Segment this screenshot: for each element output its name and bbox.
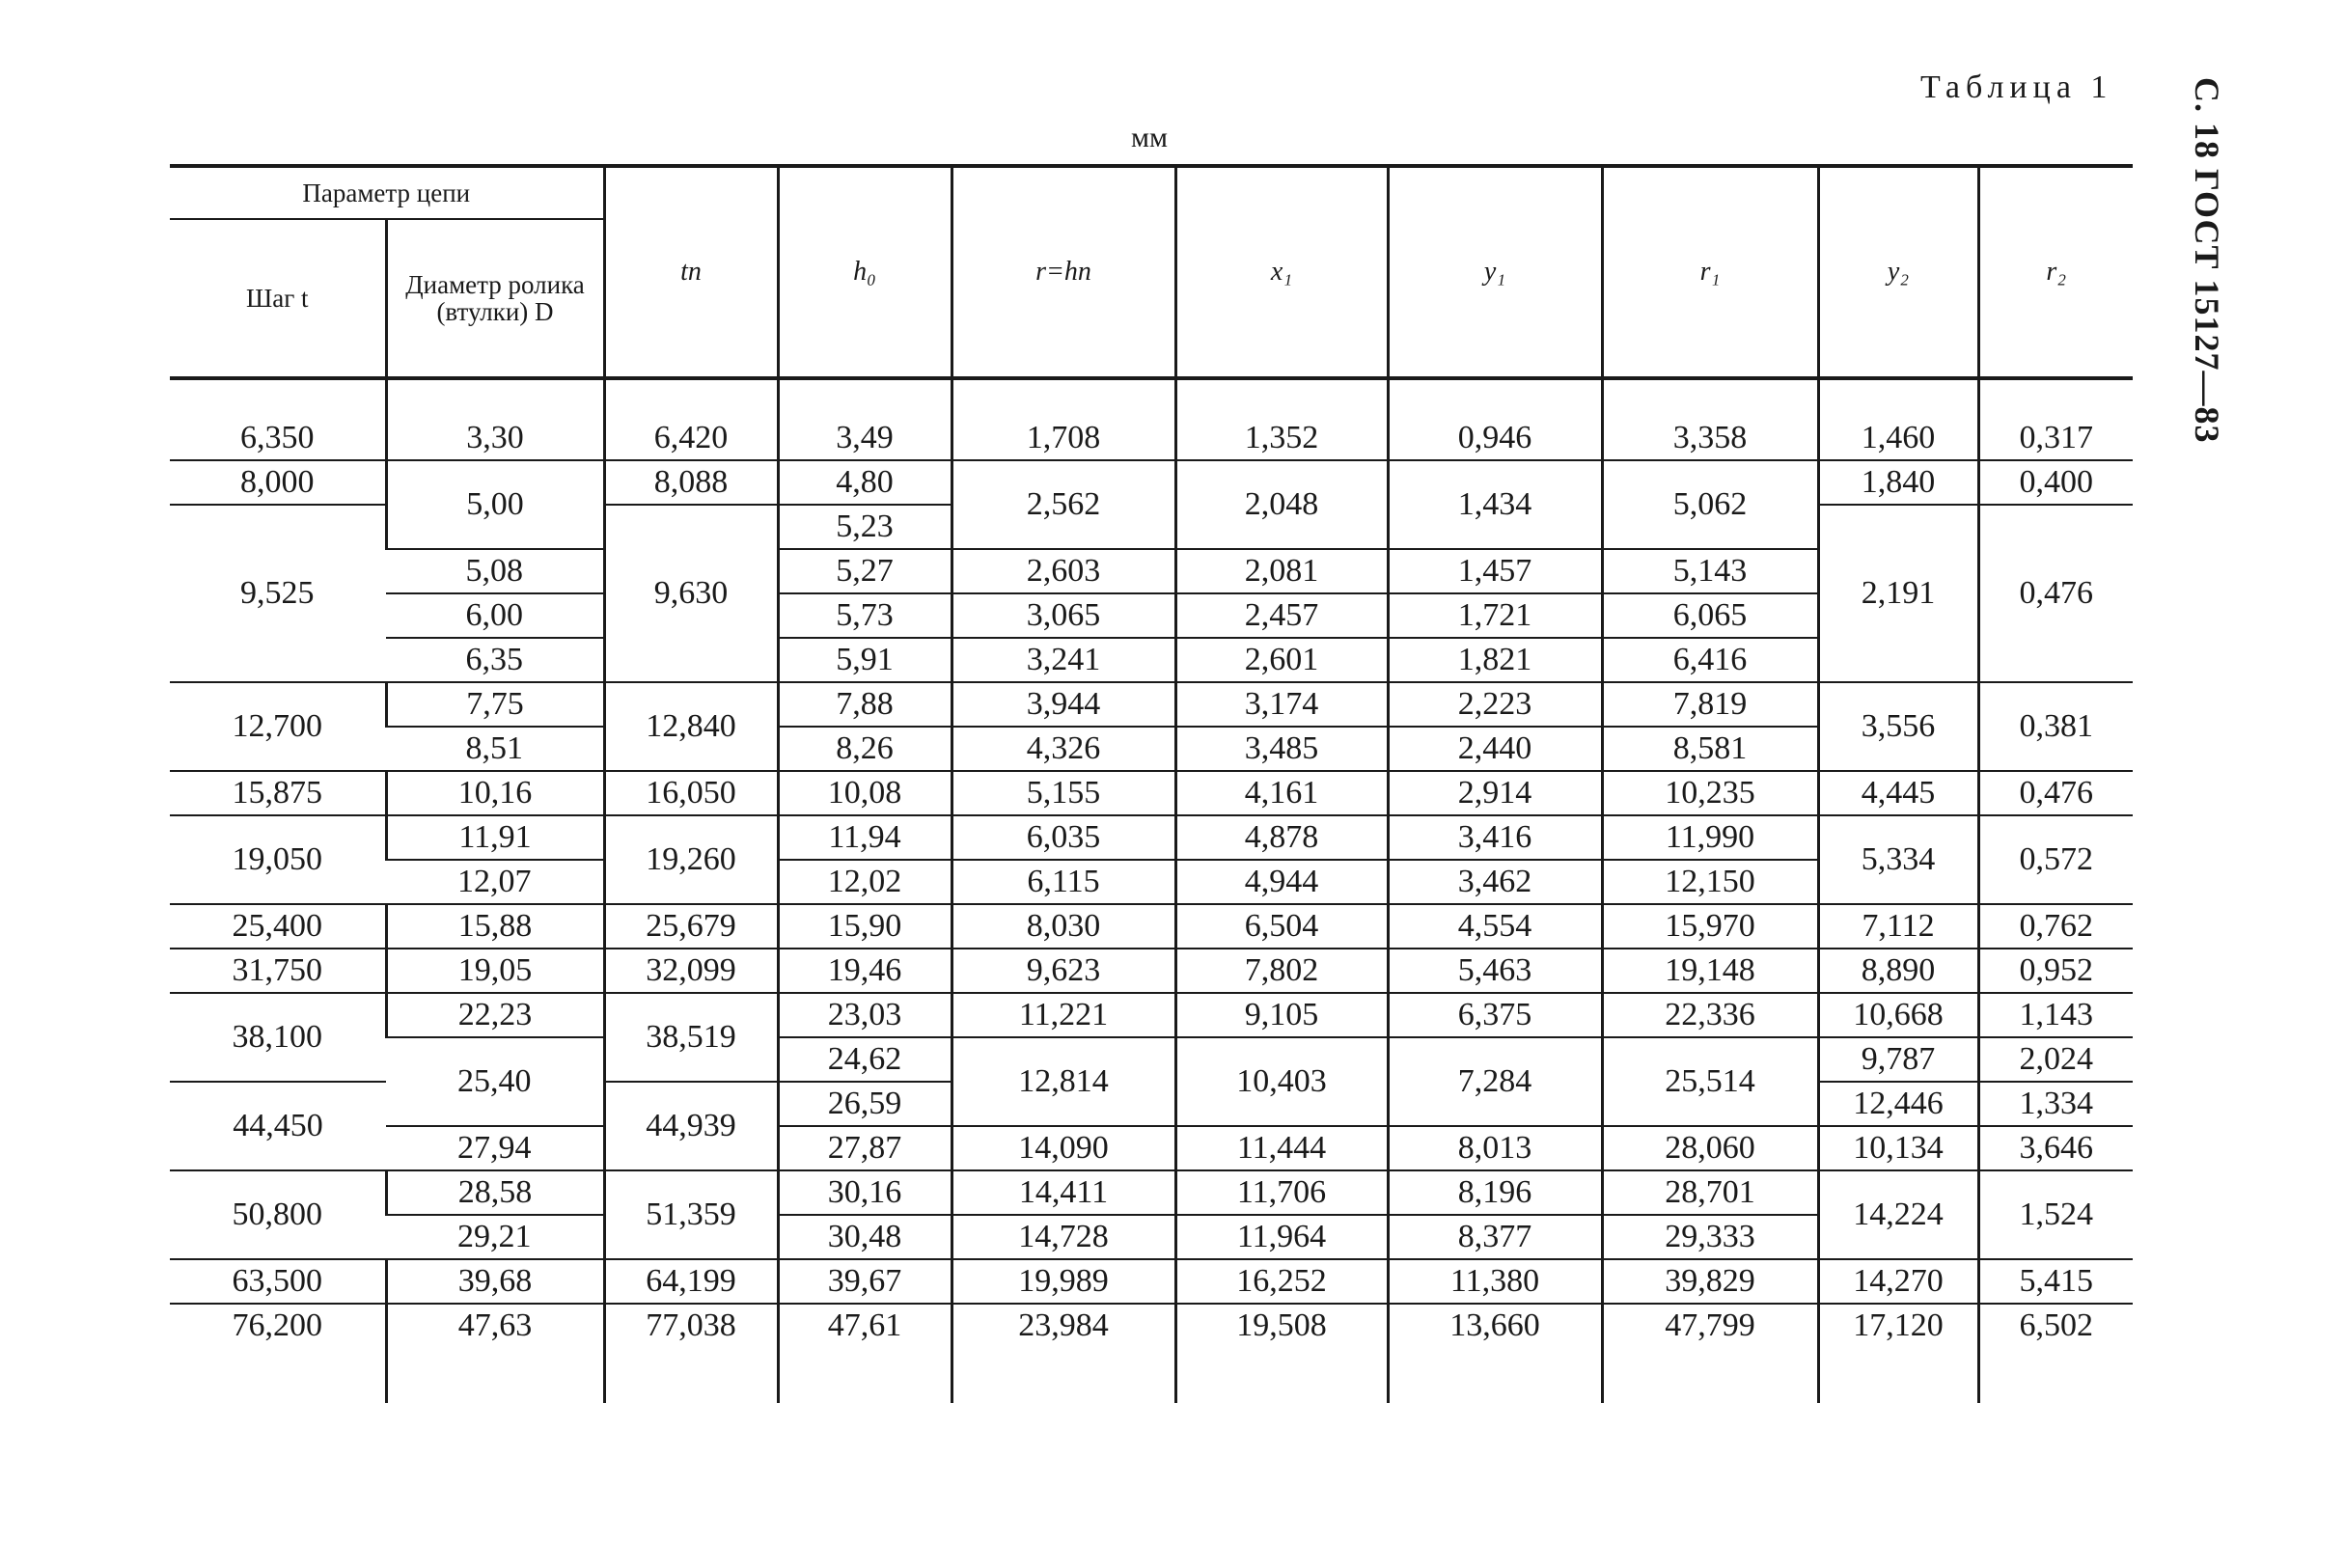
x1-cell: 4,161 [1175,771,1388,815]
r-cell: 5,155 [952,771,1175,815]
x1-cell: 19,508 [1175,1304,1388,1347]
diameter-cell: 6,00 [386,593,604,638]
h0-cell: 5,23 [778,505,952,549]
r1-cell: 15,970 [1602,904,1818,949]
x1-cell: 9,105 [1175,993,1388,1037]
r1-cell: 22,336 [1602,993,1818,1037]
x1-cell: 1,352 [1175,417,1388,460]
r1-cell: 6,416 [1602,638,1818,682]
y1-cell: 8,377 [1388,1215,1602,1259]
h0-cell: 12,02 [778,860,952,904]
table-row [170,904,2133,949]
y1-cell: 1,434 [1388,460,1602,549]
spacer-cell [1175,1347,1388,1403]
table-row [170,949,2133,993]
diameter-cell: 8,51 [386,727,604,771]
r2-cell: 0,952 [1978,949,2133,993]
spacer-cell [604,378,778,417]
y1-cell: 1,457 [1388,549,1602,593]
y1-cell: 4,554 [1388,904,1602,949]
diameter-cell: 19,05 [386,949,604,993]
column-header-tn: tn [604,166,778,378]
r-cell: 19,989 [952,1259,1175,1304]
y1-cell: 5,463 [1388,949,1602,993]
h0-cell: 19,46 [778,949,952,993]
x1-cell: 2,601 [1175,638,1388,682]
table-row [170,460,2133,505]
r1-cell: 11,990 [1602,815,1818,860]
h0-cell: 39,67 [778,1259,952,1304]
h0-cell: 5,27 [778,549,952,593]
spacer-cell [604,1347,778,1403]
r-cell: 2,603 [952,549,1175,593]
column-header-y1: y₁ [1388,166,1602,378]
table-row [170,682,2133,727]
h0-cell: 5,91 [778,638,952,682]
spacer-cell [170,1347,386,1403]
table-row [170,1304,2133,1347]
step-cell: 38,100 [170,993,386,1082]
x1-cell: 11,706 [1175,1170,1388,1215]
spacer-cell [952,1347,1175,1403]
diameter-cell: 5,08 [386,549,604,593]
y1-cell: 8,196 [1388,1170,1602,1215]
y1-cell: 0,946 [1388,417,1602,460]
y2-cell: 5,334 [1818,815,1978,904]
tn-cell: 6,420 [604,417,778,460]
h0-cell: 11,94 [778,815,952,860]
h0-cell: 3,49 [778,417,952,460]
table-title: Таблица 1 [1920,69,2113,105]
diameter-cell: 12,07 [386,860,604,904]
unit-label: мм [1131,122,1168,153]
tn-cell: 12,840 [604,682,778,771]
column-header-x1: x₁ [1175,166,1388,378]
x1-cell: 7,802 [1175,949,1388,993]
spacer-cell [1818,1347,1978,1403]
column-header-h0: h₀ [778,166,952,378]
r1-cell: 28,060 [1602,1126,1818,1170]
tn-cell: 51,359 [604,1170,778,1259]
spacer-cell [952,378,1175,417]
y2-cell: 2,191 [1818,505,1978,682]
diameter-cell: 27,94 [386,1126,604,1170]
y2-cell: 8,890 [1818,949,1978,993]
step-cell: 8,000 [170,460,386,505]
r2-cell: 2,024 [1978,1037,2133,1082]
y1-cell: 6,375 [1388,993,1602,1037]
step-cell: 9,525 [170,505,386,682]
spacer-cell [1978,1347,2133,1403]
r-cell: 4,326 [952,727,1175,771]
step-cell: 44,450 [170,1082,386,1170]
spacer-cell [386,378,604,417]
h0-cell: 5,73 [778,593,952,638]
step-cell: 63,500 [170,1259,386,1304]
step-cell: 6,350 [170,417,386,460]
r2-cell: 0,317 [1978,417,2133,460]
table-row [170,1037,2133,1082]
diameter-cell: 3,30 [386,417,604,460]
diameter-cell: 10,16 [386,771,604,815]
h0-cell: 7,88 [778,682,952,727]
y2-cell: 14,224 [1818,1170,1978,1259]
table-row [170,1126,2133,1170]
spacer-cell [386,1347,604,1403]
r1-cell: 12,150 [1602,860,1818,904]
r-cell: 6,115 [952,860,1175,904]
r1-cell: 5,143 [1602,549,1818,593]
y1-cell: 13,660 [1388,1304,1602,1347]
table-row [170,417,2133,460]
y2-cell: 1,840 [1818,460,1978,505]
step-cell: 15,875 [170,771,386,815]
r1-cell: 8,581 [1602,727,1818,771]
r-cell: 3,944 [952,682,1175,727]
r2-cell: 3,646 [1978,1126,2133,1170]
tn-cell: 64,199 [604,1259,778,1304]
y1-cell: 2,440 [1388,727,1602,771]
diameter-cell: 11,91 [386,815,604,860]
r2-cell: 0,572 [1978,815,2133,904]
h0-cell: 27,87 [778,1126,952,1170]
y2-cell: 10,668 [1818,993,1978,1037]
y2-cell: 12,446 [1818,1082,1978,1126]
x1-cell: 11,964 [1175,1215,1388,1259]
y1-cell: 8,013 [1388,1126,1602,1170]
tn-cell: 32,099 [604,949,778,993]
table-row [170,815,2133,860]
step-cell: 31,750 [170,949,386,993]
diameter-cell: 25,40 [386,1037,604,1126]
tn-cell: 8,088 [604,460,778,505]
x1-cell: 3,485 [1175,727,1388,771]
spacer-cell [1175,378,1388,417]
diameter-cell: 7,75 [386,682,604,727]
spacer-cell [1388,378,1602,417]
h0-cell: 30,16 [778,1170,952,1215]
y2-cell: 17,120 [1818,1304,1978,1347]
column-header-diameter: Диаметр ролика (втулки) D [386,219,604,378]
h0-cell: 23,03 [778,993,952,1037]
y1-cell: 3,416 [1388,815,1602,860]
diameter-cell: 47,63 [386,1304,604,1347]
table-row [170,771,2133,815]
r2-cell: 6,502 [1978,1304,2133,1347]
y2-cell: 7,112 [1818,904,1978,949]
tn-cell: 25,679 [604,904,778,949]
r2-cell: 1,524 [1978,1170,2133,1259]
y1-cell: 2,223 [1388,682,1602,727]
r1-cell: 47,799 [1602,1304,1818,1347]
y2-cell: 3,556 [1818,682,1978,771]
spacer-cell [778,378,952,417]
spacer-cell [1818,378,1978,417]
x1-cell: 3,174 [1175,682,1388,727]
y1-cell: 2,914 [1388,771,1602,815]
step-cell: 76,200 [232,1307,322,1343]
r2-cell: 0,381 [1978,682,2133,771]
tn-cell: 77,038 [604,1304,778,1347]
x1-cell: 2,457 [1175,593,1388,638]
h0-cell: 26,59 [778,1082,952,1126]
r1-cell: 7,819 [1602,682,1818,727]
x1-cell: 2,048 [1175,460,1388,549]
r1-cell: 6,065 [1602,593,1818,638]
x1-cell: 16,252 [1175,1259,1388,1304]
h0-cell: 15,90 [778,904,952,949]
diameter-cell: 6,35 [386,638,604,682]
r1-cell: 39,829 [1602,1259,1818,1304]
h0-cell: 4,80 [778,460,952,505]
r2-cell: 1,334 [1978,1082,2133,1126]
column-header-step: Шаг t [170,219,386,378]
r2-cell: 1,143 [1978,993,2133,1037]
x1-cell: 6,504 [1175,904,1388,949]
r1-cell: 10,235 [1602,771,1818,815]
tn-cell: 44,939 [604,1082,778,1170]
diameter-cell: 22,23 [386,993,604,1037]
diameter-cell: 39,68 [386,1259,604,1304]
step-cell: 25,400 [170,904,386,949]
r1-cell: 5,062 [1602,460,1818,549]
x1-cell: 4,944 [1175,860,1388,904]
diameter-cell: 29,21 [386,1215,604,1259]
column-header-y2: y₂ [1818,166,1978,378]
r-cell: 11,221 [952,993,1175,1037]
r1-cell: 28,701 [1602,1170,1818,1215]
spacer-cell [778,1347,952,1403]
step-cell: 19,050 [170,815,386,904]
r1-cell: 29,333 [1602,1215,1818,1259]
x1-cell: 4,878 [1175,815,1388,860]
r-cell: 2,562 [952,460,1175,549]
table-row [170,1259,2133,1304]
x1-cell: 11,444 [1175,1126,1388,1170]
spacer-cell [1602,378,1818,417]
tn-cell: 19,260 [604,815,778,904]
r-cell: 23,984 [952,1304,1175,1347]
r1-cell: 3,358 [1602,417,1818,460]
diameter-cell: 5,00 [386,460,604,549]
step-cell: 12,700 [170,682,386,771]
spacer-cell [1388,1347,1602,1403]
r-cell: 6,035 [952,815,1175,860]
x1-cell: 2,081 [1175,549,1388,593]
y2-cell: 4,445 [1818,771,1978,815]
table-row [170,1170,2133,1215]
y2-cell: 9,787 [1818,1037,1978,1082]
y1-cell: 1,721 [1388,593,1602,638]
h0-cell: 47,61 [778,1304,952,1347]
r2-cell: 0,762 [1978,904,2133,949]
y1-cell: 7,284 [1388,1037,1602,1126]
spacer-cell [1602,1347,1818,1403]
h0-cell: 8,26 [778,727,952,771]
r-cell: 12,814 [952,1037,1175,1126]
h0-cell: 30,48 [778,1215,952,1259]
r2-cell: 0,476 [1978,505,2133,682]
diameter-cell: 28,58 [386,1170,604,1215]
r2-cell: 0,476 [1978,771,2133,815]
r-cell: 3,241 [952,638,1175,682]
spacer-cell [1978,378,2133,417]
spacer-cell [170,378,386,417]
column-header-r1: r₁ [1602,166,1818,378]
y2-cell: 14,270 [1818,1259,1978,1304]
y1-cell: 11,380 [1388,1259,1602,1304]
y2-cell: 10,134 [1818,1126,1978,1170]
r-cell: 3,065 [952,593,1175,638]
r1-cell: 19,148 [1602,949,1818,993]
y1-cell: 3,462 [1388,860,1602,904]
r-cell: 14,728 [952,1215,1175,1259]
r2-cell: 0,400 [1978,460,2133,505]
table-row [170,993,2133,1037]
r-cell: 9,623 [952,949,1175,993]
x1-cell: 10,403 [1175,1037,1388,1126]
y2-cell: 1,460 [1818,417,1978,460]
r-cell: 8,030 [952,904,1175,949]
y1-cell: 1,821 [1388,638,1602,682]
tn-cell: 38,519 [604,993,778,1082]
r2-cell: 5,415 [1978,1259,2133,1304]
r-cell: 1,708 [952,417,1175,460]
r-cell: 14,411 [952,1170,1175,1215]
column-header-r: r=hn [952,166,1175,378]
h0-cell: 10,08 [778,771,952,815]
tn-cell: 16,050 [604,771,778,815]
r1-cell: 25,514 [1602,1037,1818,1126]
column-group-chain-parameter: Параметр цепи [170,166,604,219]
tn-cell: 9,630 [604,505,778,682]
chain-parameters-table [170,164,2133,1403]
column-header-r2: r₂ [1978,166,2133,378]
document-header-vertical: С. 18 ГОСТ 15127—83 [2188,77,2226,444]
h0-cell: 24,62 [778,1037,952,1082]
step-cell: 50,800 [170,1170,386,1259]
diameter-cell: 15,88 [386,904,604,949]
r-cell: 14,090 [952,1126,1175,1170]
